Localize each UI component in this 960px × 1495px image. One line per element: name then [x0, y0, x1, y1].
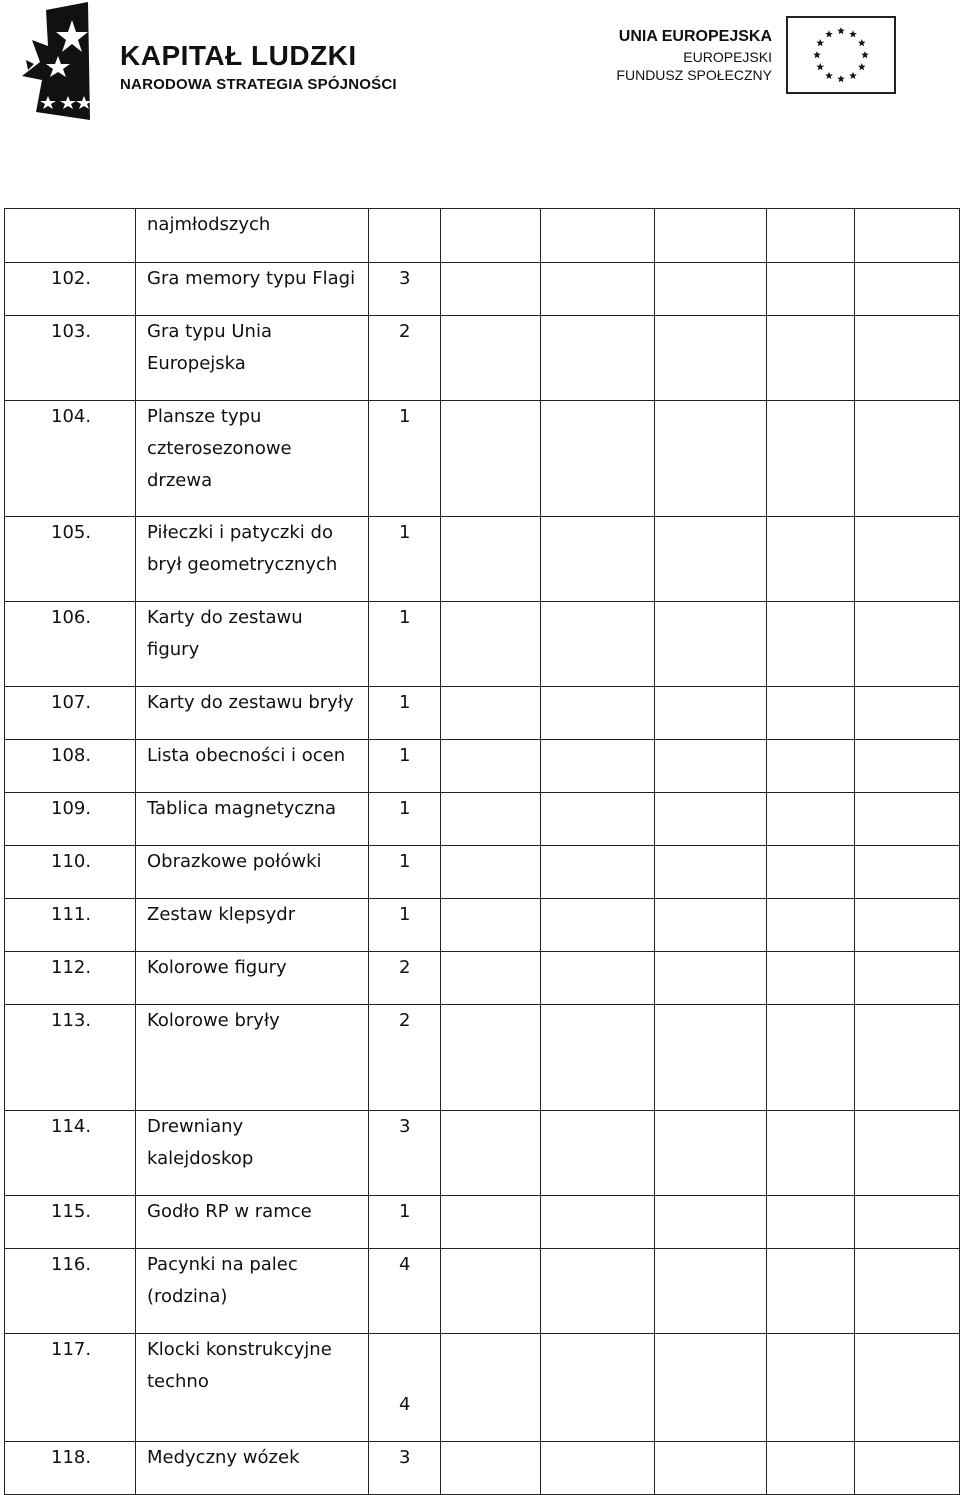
table-row	[5, 687, 960, 740]
empty-cell	[767, 1196, 855, 1249]
table-row	[5, 1442, 960, 1495]
empty-cell	[655, 793, 767, 846]
eu-line-3: FUNDUSZ SPOŁECZNY	[616, 67, 772, 83]
empty-cell	[541, 846, 655, 899]
empty-cell	[541, 263, 655, 316]
item-name-line: Piłeczki i patyczki do	[147, 522, 333, 543]
empty-cell	[855, 263, 960, 316]
eu-star	[816, 63, 824, 70]
empty-cell	[541, 793, 655, 846]
item-name	[136, 602, 369, 687]
empty-cell	[441, 1442, 541, 1495]
empty-cell	[767, 793, 855, 846]
empty-cell	[855, 209, 960, 263]
empty-cell	[855, 602, 960, 687]
eu-line-1: UNIA EUROPEJSKA	[618, 28, 772, 45]
table-row	[5, 952, 960, 1005]
empty-cell	[655, 1196, 767, 1249]
empty-cell	[655, 899, 767, 952]
empty-cell	[855, 1005, 960, 1111]
empty-cell	[855, 401, 960, 517]
empty-cell	[855, 1196, 960, 1249]
item-name-line: Plansze typu	[147, 406, 262, 427]
empty-cell	[655, 209, 767, 263]
item-quantity: 3	[369, 1442, 441, 1495]
table-row	[5, 1005, 960, 1111]
eu-flag-icon	[786, 16, 896, 94]
item-number: 117.	[5, 1334, 136, 1442]
empty-cell	[441, 952, 541, 1005]
item-name	[136, 899, 369, 952]
item-name-line: drzewa	[147, 470, 213, 491]
eu-star	[858, 63, 866, 70]
item-number: 114.	[5, 1111, 136, 1196]
empty-cell	[655, 316, 767, 401]
item-name	[136, 1196, 369, 1249]
item-number: 112.	[5, 952, 136, 1005]
item-name	[136, 687, 369, 740]
empty-cell	[441, 740, 541, 793]
empty-cell	[541, 316, 655, 401]
empty-cell	[441, 846, 541, 899]
item-name	[136, 1442, 369, 1495]
empty-cell	[655, 740, 767, 793]
empty-cell	[541, 401, 655, 517]
empty-cell	[541, 1442, 655, 1495]
item-name	[136, 1334, 369, 1442]
empty-cell	[441, 1196, 541, 1249]
empty-cell	[441, 1111, 541, 1196]
item-name-line: Karty do zestawu bryły	[147, 692, 354, 713]
empty-cell	[855, 1249, 960, 1334]
empty-cell	[767, 1249, 855, 1334]
item-name-line: Kolorowe bryły	[147, 1010, 280, 1031]
kapital-ludzki-logo	[18, 0, 397, 126]
item-name	[136, 1111, 369, 1196]
item-name-line: Medyczny wózek	[147, 1447, 300, 1468]
item-quantity: 2	[369, 1005, 441, 1111]
empty-cell	[541, 1196, 655, 1249]
empty-cell	[441, 209, 541, 263]
table-row	[5, 740, 960, 793]
item-name-line: kalejdoskop	[147, 1148, 254, 1169]
empty-cell	[541, 1111, 655, 1196]
eu-star	[837, 75, 845, 82]
item-name	[136, 1005, 369, 1111]
table-row	[5, 793, 960, 846]
empty-cell	[767, 846, 855, 899]
item-number: 116.	[5, 1249, 136, 1334]
item-name-line: Pacynki na palec	[147, 1254, 298, 1275]
item-number: 107.	[5, 687, 136, 740]
table-row	[5, 846, 960, 899]
empty-cell	[855, 1111, 960, 1196]
table-row	[5, 1334, 960, 1442]
empty-cell	[855, 952, 960, 1005]
item-number: 103.	[5, 316, 136, 401]
empty-cell	[767, 1005, 855, 1111]
table-row	[5, 899, 960, 952]
item-name-line: Godło RP w ramce	[147, 1201, 312, 1222]
table-row	[5, 602, 960, 687]
table-row	[5, 1111, 960, 1196]
item-quantity: 1	[369, 846, 441, 899]
item-quantity: 2	[369, 316, 441, 401]
table-row	[5, 209, 960, 263]
empty-cell	[541, 899, 655, 952]
empty-cell	[655, 846, 767, 899]
logo-title: KAPITAŁ LUDZKI	[120, 40, 357, 71]
item-name-line: Gra typu Unia	[147, 321, 272, 342]
eu-star	[861, 51, 869, 58]
empty-cell	[441, 602, 541, 687]
empty-cell	[767, 602, 855, 687]
item-quantity: 4	[369, 1334, 441, 1442]
item-number: 115.	[5, 1196, 136, 1249]
empty-cell	[541, 952, 655, 1005]
empty-cell	[767, 316, 855, 401]
empty-cell	[767, 1334, 855, 1442]
item-name	[136, 952, 369, 1005]
item-name-line: Klocki konstrukcyjne	[147, 1339, 332, 1360]
item-quantity: 1	[369, 1196, 441, 1249]
empty-cell	[441, 1334, 541, 1442]
empty-cell	[855, 1442, 960, 1495]
item-name-line: Tablica magnetyczna	[147, 798, 337, 819]
empty-cell	[855, 687, 960, 740]
empty-cell	[441, 401, 541, 517]
empty-cell	[441, 1005, 541, 1111]
item-name	[136, 740, 369, 793]
item-name-line: Gra memory typu Flagi	[147, 268, 356, 289]
empty-cell	[655, 1334, 767, 1442]
item-name-line: Kolorowe figury	[147, 957, 287, 978]
item-name-line: Lista obecności i ocen	[147, 745, 346, 766]
eu-star	[816, 39, 824, 46]
item-quantity: 3	[369, 1111, 441, 1196]
item-quantity: 1	[369, 602, 441, 687]
item-number: 102.	[5, 263, 136, 316]
item-number	[5, 209, 136, 263]
eu-star	[813, 51, 821, 58]
empty-cell	[767, 263, 855, 316]
empty-cell	[655, 263, 767, 316]
empty-cell	[541, 1334, 655, 1442]
star-shape-logo-icon	[18, 0, 118, 124]
item-name-line: czterosezonowe	[147, 438, 292, 459]
table-row	[5, 316, 960, 401]
empty-cell	[655, 602, 767, 687]
empty-cell	[441, 687, 541, 740]
item-quantity: 1	[369, 793, 441, 846]
empty-cell	[441, 263, 541, 316]
item-name-line: brył geometrycznych	[147, 554, 338, 575]
equipment-table	[4, 208, 960, 1495]
empty-cell	[767, 899, 855, 952]
empty-cell	[541, 740, 655, 793]
item-number: 109.	[5, 793, 136, 846]
empty-cell	[541, 687, 655, 740]
table-row	[5, 1249, 960, 1334]
item-quantity: 1	[369, 517, 441, 602]
item-number: 106.	[5, 602, 136, 687]
empty-cell	[441, 899, 541, 952]
eu-star	[849, 30, 857, 37]
item-quantity: 1	[369, 401, 441, 517]
item-name	[136, 263, 369, 316]
empty-cell	[441, 517, 541, 602]
empty-cell	[855, 793, 960, 846]
eu-star	[849, 72, 857, 79]
empty-cell	[855, 846, 960, 899]
empty-cell	[655, 517, 767, 602]
item-number: 111.	[5, 899, 136, 952]
eu-star	[825, 30, 833, 37]
item-name-line: (rodzina)	[147, 1286, 228, 1307]
table-row	[5, 1196, 960, 1249]
empty-cell	[767, 517, 855, 602]
item-name-line: Karty do zestawu	[147, 607, 303, 628]
empty-cell	[541, 517, 655, 602]
item-number: 108.	[5, 740, 136, 793]
empty-cell	[655, 1249, 767, 1334]
item-number: 118.	[5, 1442, 136, 1495]
empty-cell	[767, 687, 855, 740]
item-number: 105.	[5, 517, 136, 602]
item-name-line: najmłodszych	[147, 214, 271, 235]
logo-subtitle: NARODOWA STRATEGIA SPÓJNOŚCI	[120, 76, 397, 93]
empty-cell	[767, 1442, 855, 1495]
item-quantity: 4	[369, 1249, 441, 1334]
item-quantity: 1	[369, 687, 441, 740]
eu-logo	[618, 16, 900, 100]
empty-cell	[855, 740, 960, 793]
empty-cell	[767, 740, 855, 793]
item-name	[136, 209, 369, 263]
empty-cell	[767, 1111, 855, 1196]
empty-cell	[655, 1442, 767, 1495]
item-name	[136, 517, 369, 602]
eu-line-2: EUROPEJSKI	[683, 49, 772, 65]
table-row	[5, 401, 960, 517]
empty-cell	[767, 401, 855, 517]
empty-cell	[855, 1334, 960, 1442]
item-name-line: figury	[147, 639, 200, 660]
empty-cell	[541, 602, 655, 687]
empty-cell	[655, 1111, 767, 1196]
table-row	[5, 263, 960, 316]
empty-cell	[855, 517, 960, 602]
empty-cell	[655, 952, 767, 1005]
item-number: 110.	[5, 846, 136, 899]
empty-cell	[441, 316, 541, 401]
item-name-line: Obrazkowe połówki	[147, 851, 322, 872]
empty-cell	[655, 687, 767, 740]
item-name	[136, 1249, 369, 1334]
item-name-line: Zestaw klepsydr	[147, 904, 296, 925]
item-name	[136, 316, 369, 401]
item-quantity: 1	[369, 899, 441, 952]
empty-cell	[655, 1005, 767, 1111]
empty-cell	[655, 401, 767, 517]
item-name	[136, 846, 369, 899]
eu-star	[837, 27, 845, 34]
empty-cell	[541, 209, 655, 263]
item-name	[136, 793, 369, 846]
item-name-line: techno	[147, 1371, 209, 1392]
empty-cell	[541, 1005, 655, 1111]
empty-cell	[441, 793, 541, 846]
empty-cell	[767, 952, 855, 1005]
item-quantity	[369, 209, 441, 263]
empty-cell	[541, 1249, 655, 1334]
item-number: 113.	[5, 1005, 136, 1111]
item-number: 104.	[5, 401, 136, 517]
empty-cell	[855, 899, 960, 952]
item-quantity: 1	[369, 740, 441, 793]
empty-cell	[767, 209, 855, 263]
eu-star	[825, 72, 833, 79]
empty-cell	[855, 316, 960, 401]
item-name-line: Europejska	[147, 353, 246, 374]
table-row	[5, 517, 960, 602]
eu-star	[858, 39, 866, 46]
empty-cell	[441, 1249, 541, 1334]
item-name	[136, 401, 369, 517]
item-quantity: 2	[369, 952, 441, 1005]
item-name-line: Drewniany	[147, 1116, 244, 1137]
item-quantity: 3	[369, 263, 441, 316]
